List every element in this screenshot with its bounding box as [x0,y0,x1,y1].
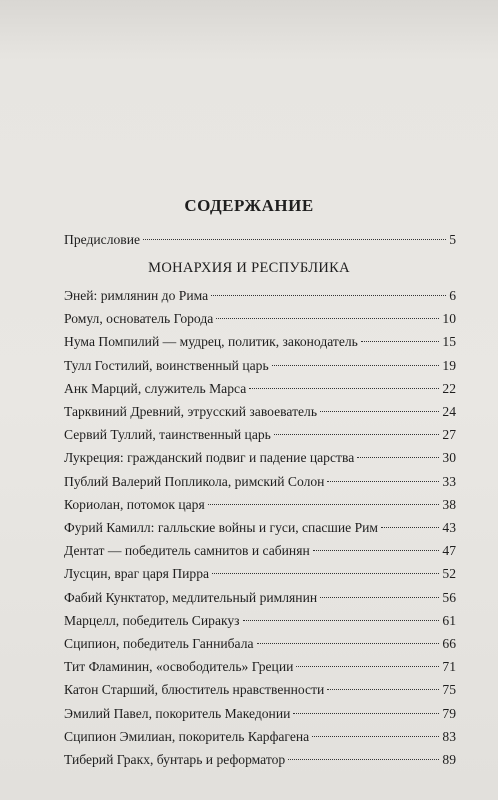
toc-entry [64,286,456,306]
dot-leader [216,318,439,319]
toc-entry-page: 89 [442,752,456,767]
dot-leader [288,759,439,760]
toc-entry-label: Эмилий Павел, покоритель Македонии [64,705,291,721]
toc-entry-label: Анк Марций, служитель Марса [64,380,247,396]
toc-entry [64,611,456,631]
toc-entry-label: Предисловие [64,232,141,247]
toc-entry-page: 38 [442,496,456,512]
toc-entry-label: Тарквиний Древний, этрусский завоеватель [64,404,318,419]
section-heading: МОНАРХИЯ И РЕСПУБЛИКА [148,260,350,276]
toc-entry [64,657,456,677]
toc-entry-page: 66 [442,636,456,651]
toc-entry [64,379,456,399]
dot-leader [243,620,440,621]
toc-entry-label: Лусцин, враг царя Пирра [64,566,210,582]
toc-entry [64,704,456,724]
toc-entry-label: Ромул, основатель Города [64,311,214,327]
toc-entry [64,750,456,770]
dot-leader [381,527,439,528]
toc-entry [64,588,456,608]
toc-entry-preface [64,230,456,250]
toc-entry-label: Кориолан, потомок царя [64,496,205,512]
dot-leader [320,411,439,412]
toc-entry-label: Публий Валерий Попликола, римский Солон [64,473,325,489]
toc-entry-page: 52 [442,566,456,582]
toc-entry-label: Тиберий Гракх, бунтарь и реформатор [64,752,286,767]
toc-entry-page: 27 [442,427,456,443]
toc-entry-label: Фурий Камилл: галльские войны и гуси, спасшие Рим [64,520,379,535]
toc-entry-page: 47 [442,543,456,559]
dot-leader [296,666,439,667]
toc-entry-label: Фабий Кунктатор, медлительный римлянин [64,589,318,605]
toc-entry-label: Марцелл, победитель Сиракуз [64,612,240,628]
toc-entry-page: 19 [442,357,456,373]
toc-entry-page: 15 [442,334,456,350]
toc-entry [64,472,456,492]
toc-entry-page: 83 [442,728,456,744]
toc-entry-page: 56 [442,589,456,605]
toc-entry [64,680,456,700]
dot-leader [249,388,439,389]
toc-entry-label: Эней: римлянин до Рима [64,288,209,303]
dot-leader [257,643,440,644]
dot-leader [313,550,440,551]
toc-entry-page: 33 [442,473,456,489]
toc-entry [64,518,456,538]
toc-entry-page: 24 [442,404,456,419]
toc-entry-label: Катон Старший, блюститель нравственности [64,682,325,698]
dot-leader [212,573,439,574]
toc-entry [64,448,456,468]
toc-entry-label: Сервий Туллий, таинственный царь [64,427,271,443]
dot-leader [208,504,440,505]
contents-title: СОДЕРЖАНИЕ [184,196,314,215]
toc-entry-label: Сципион Эмилиан, покоритель Карфагена [64,728,310,744]
toc-entry-label: Тулл Гостилий, воинственный царь [64,357,269,373]
toc-entry [64,495,456,515]
toc-entry-page: 10 [442,311,456,327]
toc-entry [64,309,456,329]
toc-entry-page: 79 [442,705,456,721]
dot-leader [143,239,446,240]
dot-leader [274,434,440,435]
toc-entry-page: 71 [442,659,456,675]
dot-leader [327,481,439,482]
toc-entry [64,541,456,561]
dot-leader [357,457,439,458]
toc-entry-page: 30 [442,450,456,466]
dot-leader [361,341,440,342]
dot-leader [272,365,440,366]
dot-leader [293,713,439,714]
toc-entry [64,356,456,376]
toc-entry-page: 43 [442,520,456,535]
toc-entry [64,332,456,352]
toc-entry-page: 6 [449,288,456,303]
toc-entry [64,402,456,422]
toc-entry-page: 61 [442,612,456,628]
toc-entry-label: Сципион, победитель Ганнибала [64,636,254,651]
toc-entry-label: Нума Помпилий — мудрец, политик, законодатель [64,334,358,350]
toc-entry-page: 22 [442,380,456,396]
toc-entry-page: 75 [442,682,456,698]
dot-leader [211,295,446,296]
toc-entry [64,727,456,747]
dot-leader [312,736,439,737]
dot-leader [327,689,439,690]
toc-entry-label: Тит Фламинин, «освободитель» Греции [64,659,294,675]
toc-entry-label: Лукреция: гражданский подвиг и падение царства [64,450,355,466]
toc-entry-label: Дентат — победитель самнитов и сабинян [64,543,310,559]
dot-leader [320,597,439,598]
toc-entry-page: 5 [449,232,456,247]
toc-entry [64,425,456,445]
toc-entry [64,564,456,584]
toc-entry [64,634,456,654]
